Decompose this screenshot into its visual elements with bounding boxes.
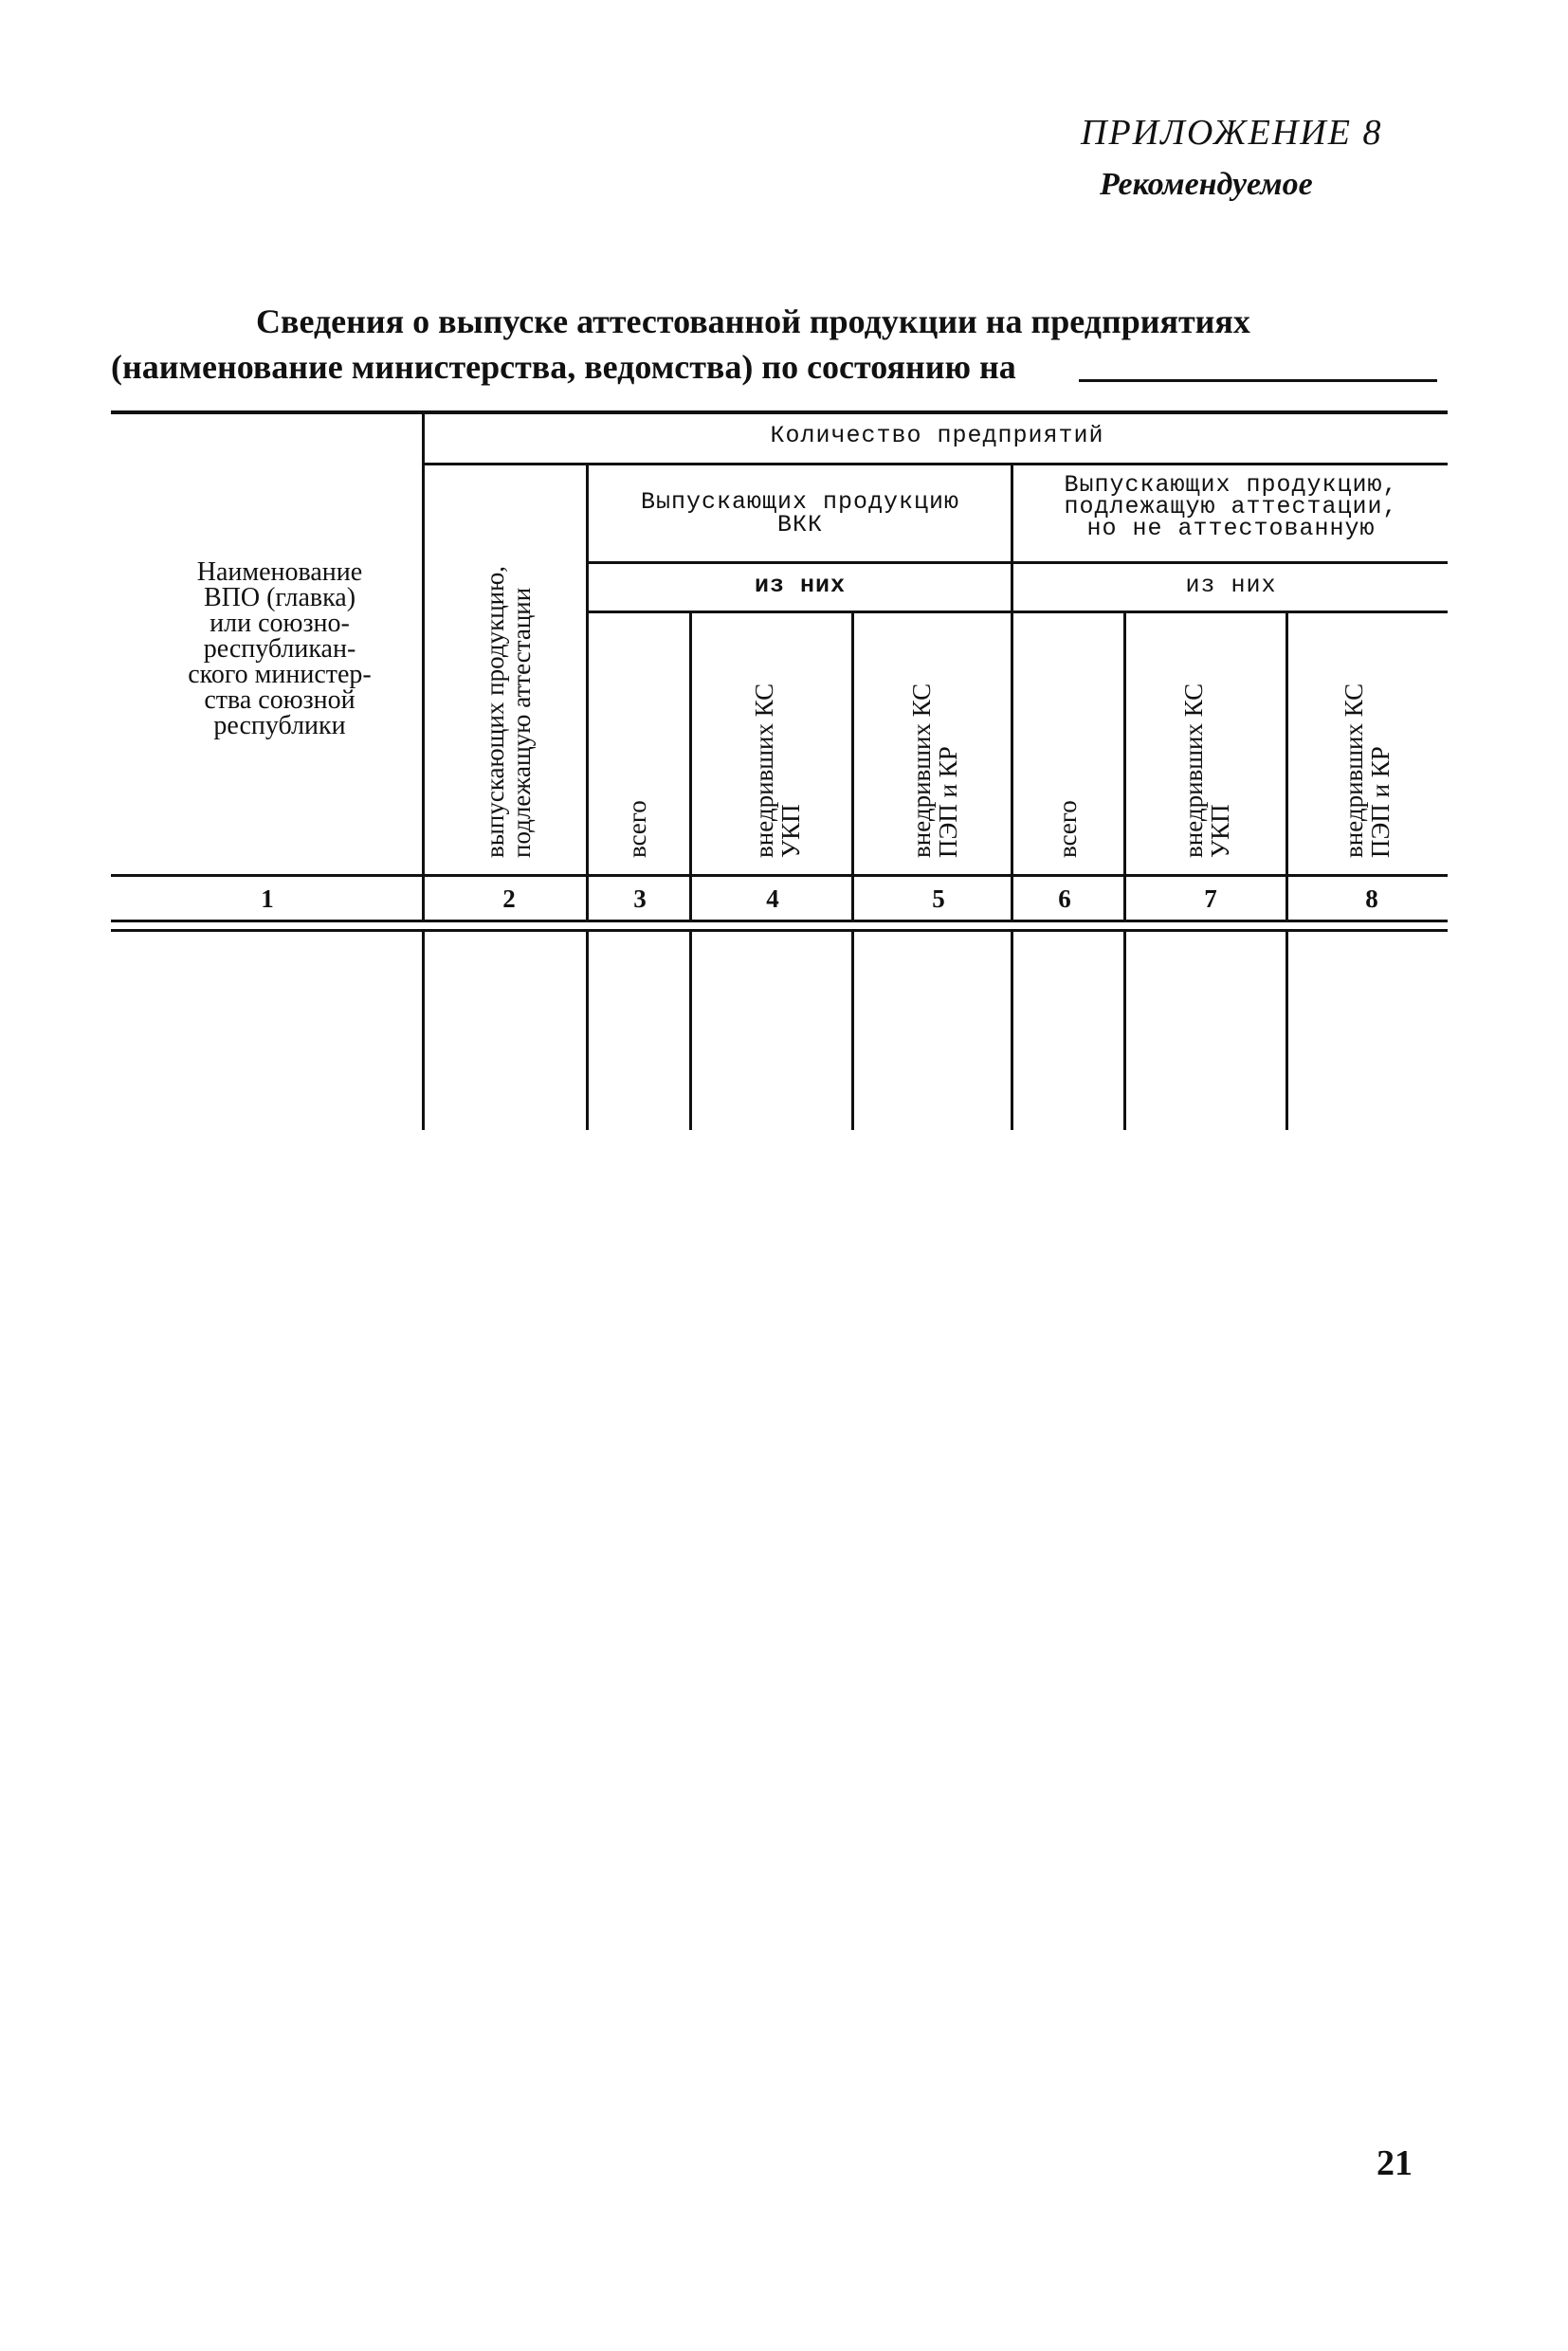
appendix-subtitle: Рекомендуемое [1100,167,1313,202]
col1-header-line: республикан- [203,634,356,664]
col7-header [1180,683,1233,858]
col2-header-line: подлежащую аттестации [507,587,536,858]
column-number: 8 [1365,884,1378,913]
body-divider-3 [689,929,692,1130]
header-bottom-rule [111,874,1448,877]
col-divider-2-3 [586,463,589,922]
of-them-label-2: из них [1185,572,1277,599]
col1-header-line: ства союзной [204,685,356,715]
table-top-border [111,410,1448,414]
column-number: 7 [1204,884,1217,913]
not-certified-header [1014,471,1448,542]
numbers-rule-2 [111,929,1448,932]
vkk-header-line: Выпускающих продукцию [640,488,960,516]
col1-header-line: Наименование [196,557,363,587]
col7-header-line: внедривших КС [1179,683,1208,858]
page-number: 21 [1377,2143,1413,2183]
col7-header-line: УКП [1206,804,1234,858]
col5-header-line: внедривших КС [907,683,936,858]
date-blank-line [1079,379,1437,382]
col3-header: всего [623,800,651,858]
col5-header [908,683,961,858]
col8-header-line: ПЭП и КР [1366,746,1395,858]
column-number: 5 [932,884,945,913]
col6-header: всего [1053,800,1082,858]
of-them-label-1: из них [754,572,846,599]
col-divider-1-2 [422,410,425,922]
col1-header-line: ВПО (главка) [203,583,356,612]
col-divider-3-4 [689,611,692,920]
col5-header-line: ПЭП и КР [934,746,962,858]
col1-header-line: республики [213,711,346,740]
col8-header-line: внедривших КС [1340,683,1368,858]
not-certified-header-line: Выпускающих продукцию, [1064,471,1398,499]
col-divider-7-8 [1285,611,1288,920]
not-certified-header-line: но не аттестованную [1086,515,1376,542]
vkk-header-line: ВКК [776,511,823,538]
column-number: 1 [261,884,274,913]
body-divider-2 [586,929,589,1130]
col1-header [152,559,408,738]
appendix-title: ПРИЛОЖЕНИЕ 8 [1081,113,1383,153]
col1-header-line: или союзно- [210,609,350,638]
col4-header-line: УКП [776,804,805,858]
group-header-rule [422,463,1448,465]
column-number: 6 [1058,884,1071,913]
body-divider-6 [1123,929,1126,1130]
col8-header [1340,683,1394,858]
group-header: Количество предприятий [770,422,1104,449]
col2-header-line: выпускающих продукцию, [481,565,509,858]
body-divider-5 [1011,929,1013,1130]
sub-header-rule [588,561,1448,564]
of-them-rule [588,611,1448,613]
col2-header [482,566,535,858]
table-title-line2: (наименование министерства, ведомства) по состоянию на [111,348,1016,386]
column-number: 2 [502,884,516,913]
col-divider-5-6 [1011,463,1013,922]
body-divider-4 [851,929,854,1130]
col1-header-line: ского министер- [188,660,372,689]
col4-header [751,683,804,858]
not-certified-header-line: подлежащую аттестации, [1064,493,1398,520]
col-divider-6-7 [1123,611,1126,920]
column-number: 3 [633,884,647,913]
table-title-line1: Сведения о выпуске аттестованной продукции на предприятиях [256,302,1250,340]
col4-header-line: внедривших КС [750,683,778,858]
vkk-header [590,488,1011,538]
body-divider-7 [1285,929,1288,1130]
column-number: 4 [766,884,779,913]
numbers-rule-1 [111,920,1448,922]
body-divider-1 [422,929,425,1130]
col-divider-4-5 [851,611,854,920]
